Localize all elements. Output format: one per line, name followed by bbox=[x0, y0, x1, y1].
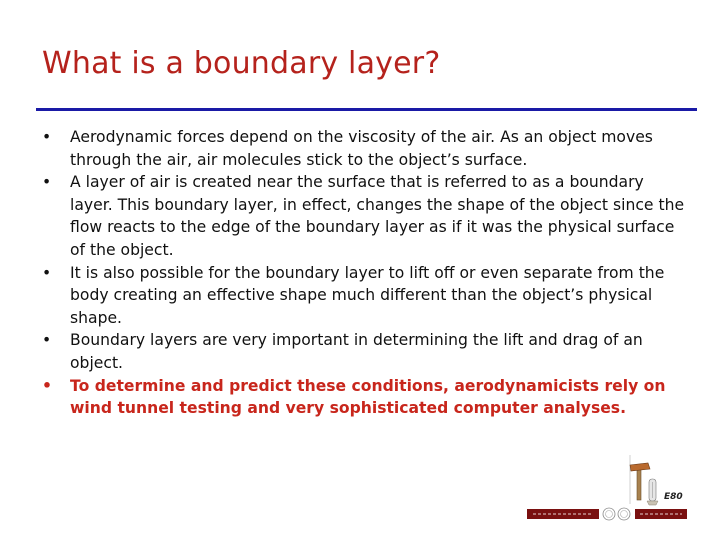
bullet-text: Aerodynamic forces depend on the viscosity of the air. As an object moves through the air, air molecules stick to the object’s surface. bbox=[70, 128, 653, 169]
bullet-marker: • bbox=[42, 331, 52, 350]
hammer-logo-icon bbox=[527, 455, 690, 525]
bullet-item bbox=[42, 262, 687, 330]
slide-title: What is a boundary layer? bbox=[42, 46, 441, 81]
bullet-marker: • bbox=[42, 376, 52, 395]
bullet-text: It is also possible for the boundary layer to lift off or even separate from the body creating an effective shape much different than the object’s physical shape. bbox=[70, 263, 665, 327]
bullet-text: A layer of air is created near the surface that is referred to as a boundary layer. This boundary layer, in effect, changes the shape of the object since the flow reacts to the edge of the boundary layer as if it was the physical surface of the object. bbox=[70, 173, 685, 259]
bullet-text: Boundary layers are very important in determining the lift and drag of an object. bbox=[70, 331, 643, 372]
bullet-item-emphasized bbox=[42, 375, 687, 420]
bullet-marker: • bbox=[42, 128, 52, 146]
course-logo bbox=[527, 455, 690, 525]
bullet-list bbox=[42, 126, 687, 420]
bullet-item bbox=[42, 329, 687, 374]
bullet-item bbox=[42, 171, 687, 261]
bullet-text: To determine and predict these conditions, aerodynamicists rely on wind tunnel testing and very sophisticated computer analyses. bbox=[70, 376, 666, 418]
course-code: E80 bbox=[664, 492, 683, 502]
bullet-item bbox=[42, 126, 687, 171]
bullet-marker: • bbox=[42, 263, 52, 282]
bullet-marker: • bbox=[42, 173, 52, 192]
title-divider bbox=[36, 108, 697, 111]
